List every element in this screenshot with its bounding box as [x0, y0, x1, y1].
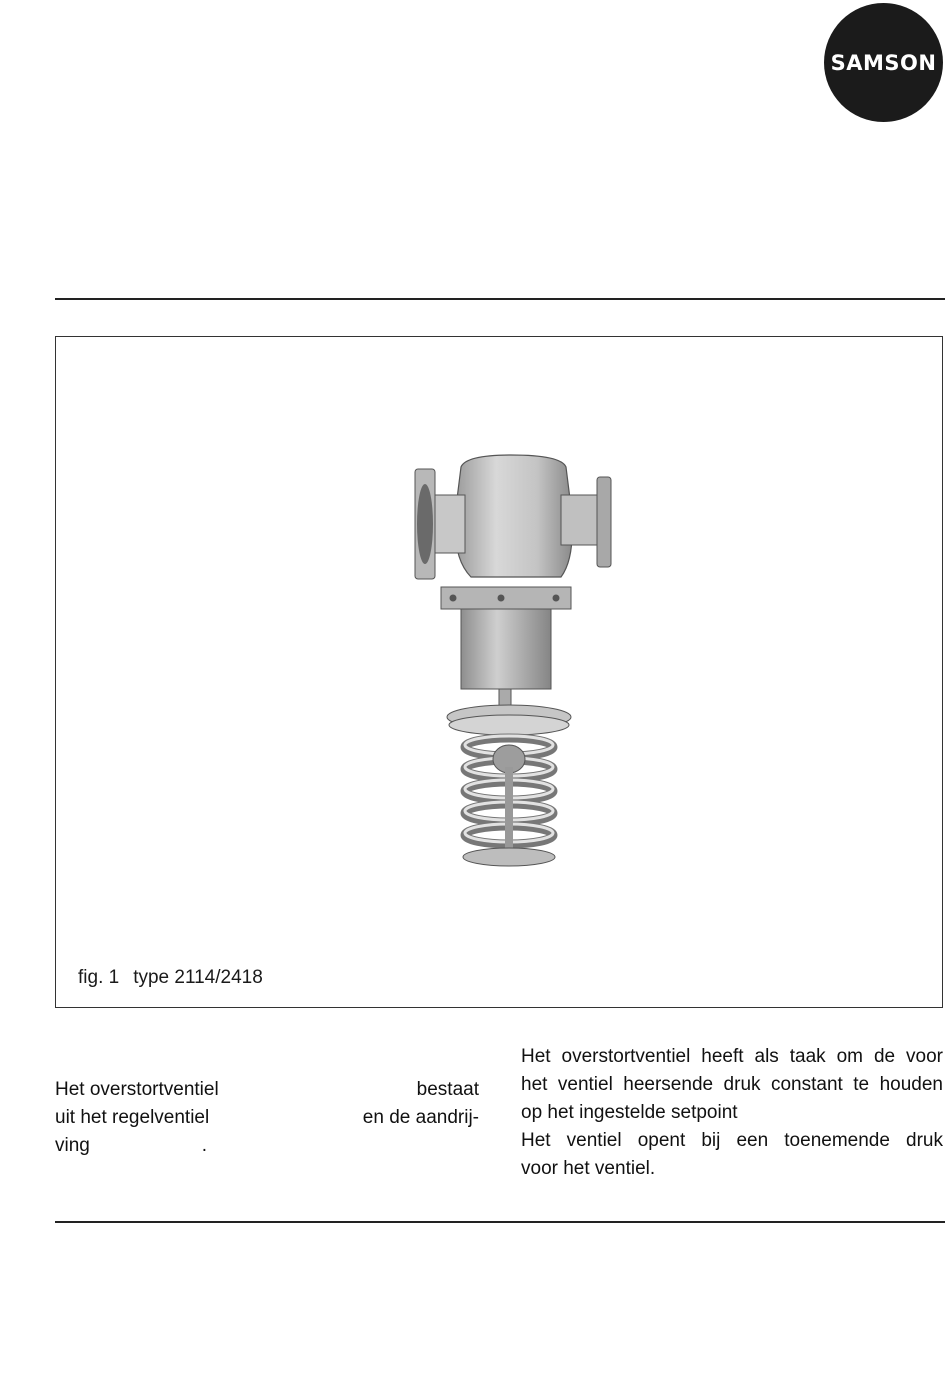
right-line4: Het ventiel opent bij een toenemende druk — [521, 1130, 943, 1151]
left-line1a: Het overstortventiel — [55, 1079, 219, 1100]
valve-illustration — [401, 447, 621, 887]
bottom-divider — [55, 1221, 945, 1223]
left-line2a: uit het regelventiel — [55, 1107, 210, 1128]
right-line2: het ventiel heersende druk constant te houden — [521, 1074, 943, 1095]
left-line1b: bestaat — [416, 1079, 479, 1100]
samson-logo — [824, 3, 943, 122]
left-line3a: ving — [55, 1135, 90, 1156]
left-paragraph — [55, 1076, 479, 1160]
caption-type: type 2114/2418 — [133, 967, 263, 988]
right-paragraph — [521, 1043, 943, 1183]
logo-text: SAMSON — [830, 50, 937, 75]
right-line3: op het ingestelde setpoint — [521, 1102, 738, 1123]
figure-caption — [78, 967, 263, 989]
right-line1: Het overstortventiel heeft als taak om de voor — [521, 1046, 943, 1067]
figure-frame — [55, 336, 943, 1008]
left-line3b: . — [201, 1135, 207, 1156]
left-line2b: en de aandrij- — [362, 1107, 479, 1128]
right-line5: voor het ventiel. — [521, 1158, 656, 1179]
top-divider — [55, 298, 945, 300]
caption-number: fig. 1 — [78, 967, 120, 988]
